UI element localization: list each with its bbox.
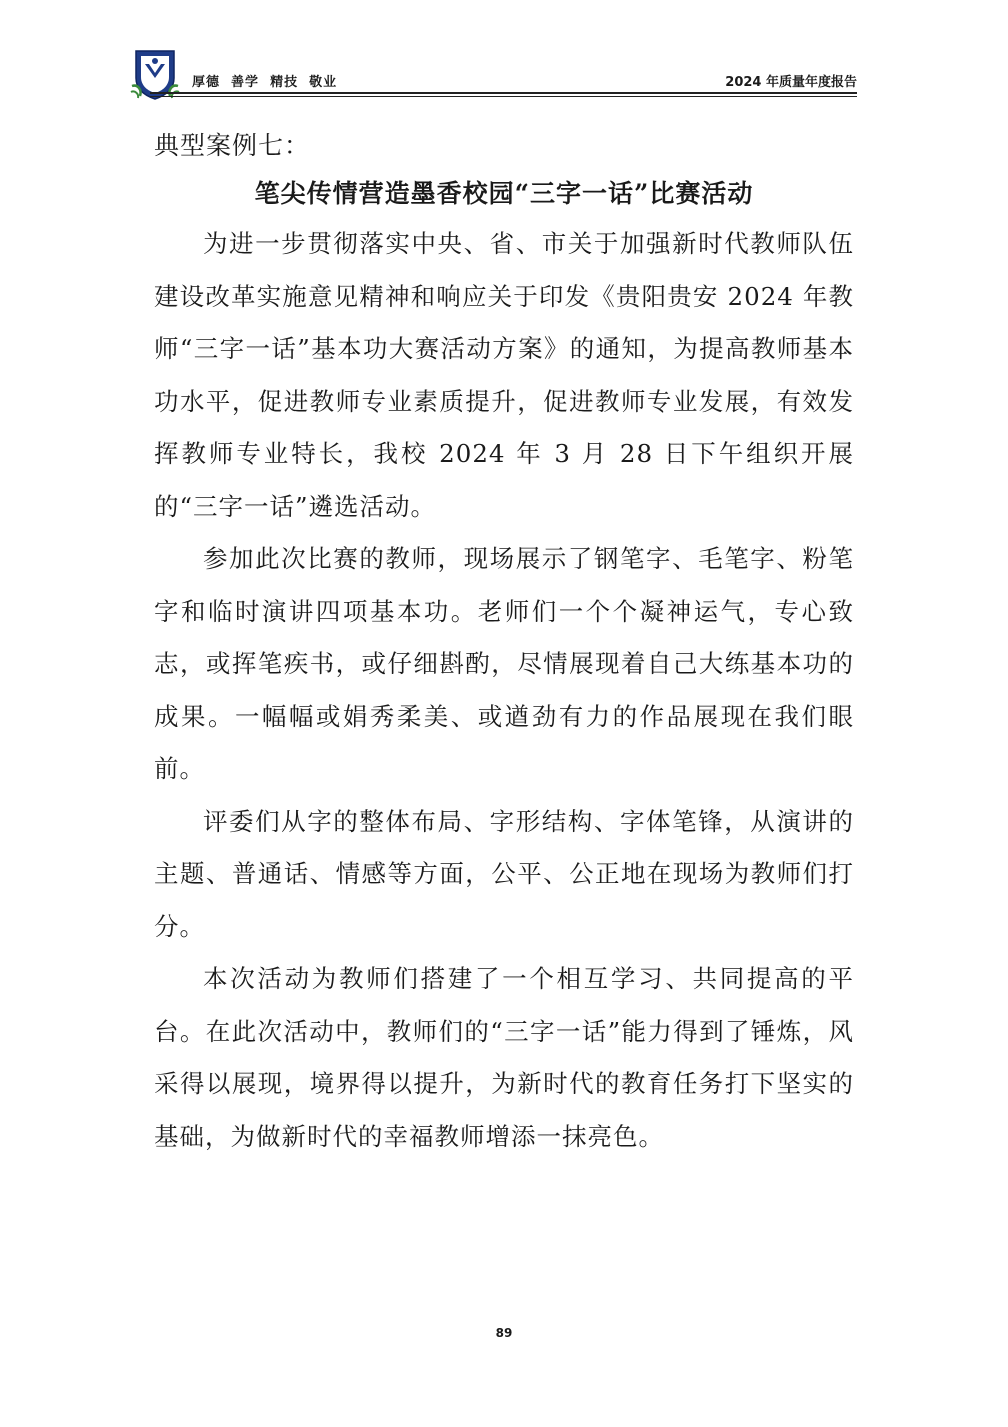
header-rule-thin <box>150 96 857 97</box>
paragraph-1: 为进一步贯彻落实中央、省、市关于加强新时代教师队伍建设改革实施意见精神和响应关于印发《贵阳贵安 2024 年教师“三字一话”基本功大赛活动方案》的通知，为提高教师基本功水平，促进教师专业素质提升，促进教师专业发展，有效发挥教师专业特长，我校 2024 年 3 月 28 日下午组织开展的“三字一话”遴选活动。 <box>154 229 854 521</box>
header-report-title: 2024 年质量年度报告 <box>725 75 857 90</box>
page-number: 89 <box>495 1326 513 1340</box>
header-rule-thick <box>150 92 857 94</box>
paragraph-4: 本次活动为教师们搭建了一个相互学习、共同提高的平台。在此次活动中，教师们的“三字一话”能力得到了锤炼，风采得以展现，境界得以提升，为新时代的教育任务打下坚实的基础，为做新时代的幸福教师增添一抹亮色。 <box>154 964 854 1151</box>
document-body <box>154 126 854 1163</box>
article-title: 笔尖传情营造墨香校园“三字一话”比赛活动 <box>254 179 754 208</box>
page-header <box>130 44 857 94</box>
header-motto: 厚德 善学 精技 敬业 <box>192 75 338 90</box>
case-label: 典型案例七： <box>154 131 311 160</box>
paragraph-3: 评委们从字的整体布局、字形结构、字体笔锋，从演讲的主题、普通话、情感等方面，公平、公正地在现场为教师们打分。 <box>154 806 854 941</box>
paragraph-2: 参加此次比赛的教师，现场展示了钢笔字、毛笔字、粉笔字和临时演讲四项基本功。老师们一个个凝神运气，专心致志，或挥笔疾书，或仔细斟酌，尽情展现着自己大练基本功的成果。一幅幅或娟秀柔美、或遒劲有力的作品展现在我们眼前。 <box>154 544 854 783</box>
